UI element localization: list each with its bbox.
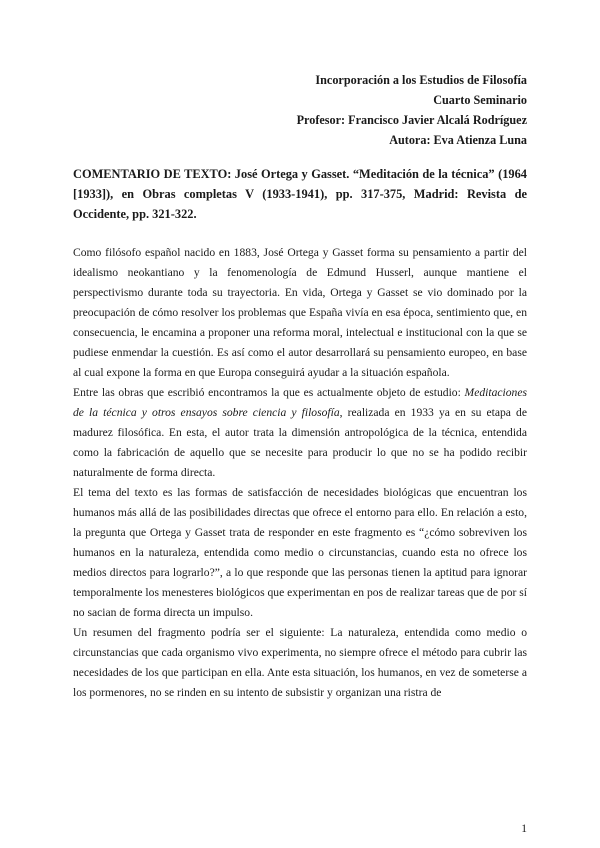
paragraph-4: Un resumen del fragmento podría ser el siguiente: La naturaleza, entendida como medio o circunstancias que cada organismo vivo experimenta, no siempre ofrece el método para cubrir las necesidades de los que participan en ella. Ante esta situación, los humanos, en vez de someterse a los pormenores, no se rinden en su intento de subsistir y organizan una ristra de xyxy=(73,626,527,699)
document-title: COMENTARIO DE TEXTO: José Ortega y Gasset. “Meditación de la técnica” (1964 [1933]), en Obras completas V (1933-1941), pp. 317-375, Madrid: Revista de Occidente, pp. 321-322. xyxy=(73,167,527,221)
document-body xyxy=(73,243,527,703)
paragraph-2-start: Entre las obras que escribió encontramos la que es actualmente objeto de estudio: xyxy=(73,386,465,399)
paragraph-3: El tema del texto es las formas de satisfacción de necesidades biológicas que encuentran los humanos más allá de las posibilidades directas que ofrece el entorno para ello. En relación a esto, la pregunta que Ortega y Gasset trata de responder en este fragmento es “¿cómo sobreviven los humanos en la naturaleza, entendida como medio o circunstancias, cuando esta no ofrece los medios directos para lograrlo?”, a lo que responde que las personas tienen la aptitud para ignorar temporalmente los menesteres biológicos que experimentan en pos de realizar tareas que de por sí no sacian de forma directa un impulso. xyxy=(73,486,527,619)
professor-label: Profesor: Francisco Javier Alcalá Rodríguez xyxy=(296,113,527,127)
paragraph-1: Como filósofo español nacido en 1883, José Ortega y Gasset forma su pensamiento a partir del idealismo neokantiano y la fenomenología de Edmund Husserl, aunque mantiene el perspectivismo durante toda su trayectoria. En vida, Ortega y Gasset se vio dominado por la preocupación de cómo resolver los problemas que España vivía en esa época, sentimiento que, en consecuencia, le encamina a proponer una reforma moral, intelectual e institucional con la que se pudiese enmendar la cuestión. Es así como el autor desarrollará su pensamiento europeo, en base al cual expone la forma en que Europa conseguirá ayudar a la situación española. xyxy=(73,246,527,379)
paragraph-2 xyxy=(73,383,527,483)
paragraph-2-end: , realizada en 1933 ya en su etapa de madurez filosófica. En esta, el autor trata la dimensión antropológica de la técnica, entendida como la fabricación de aquello que se necesite para producir lo que no se ha podido recibir naturalmente de forma directa. xyxy=(73,406,527,479)
work-title: Meditaciones de la técnica y otros ensayos sobre ciencia y filosofía xyxy=(73,386,527,419)
course-title: Incorporación a los Estudios de Filosofía xyxy=(315,73,527,87)
seminar-label: Cuarto Seminario xyxy=(433,93,527,107)
author-label: Autora: Eva Atienza Luna xyxy=(389,133,527,147)
document-header xyxy=(297,70,527,150)
page-number: 1 xyxy=(521,823,527,835)
